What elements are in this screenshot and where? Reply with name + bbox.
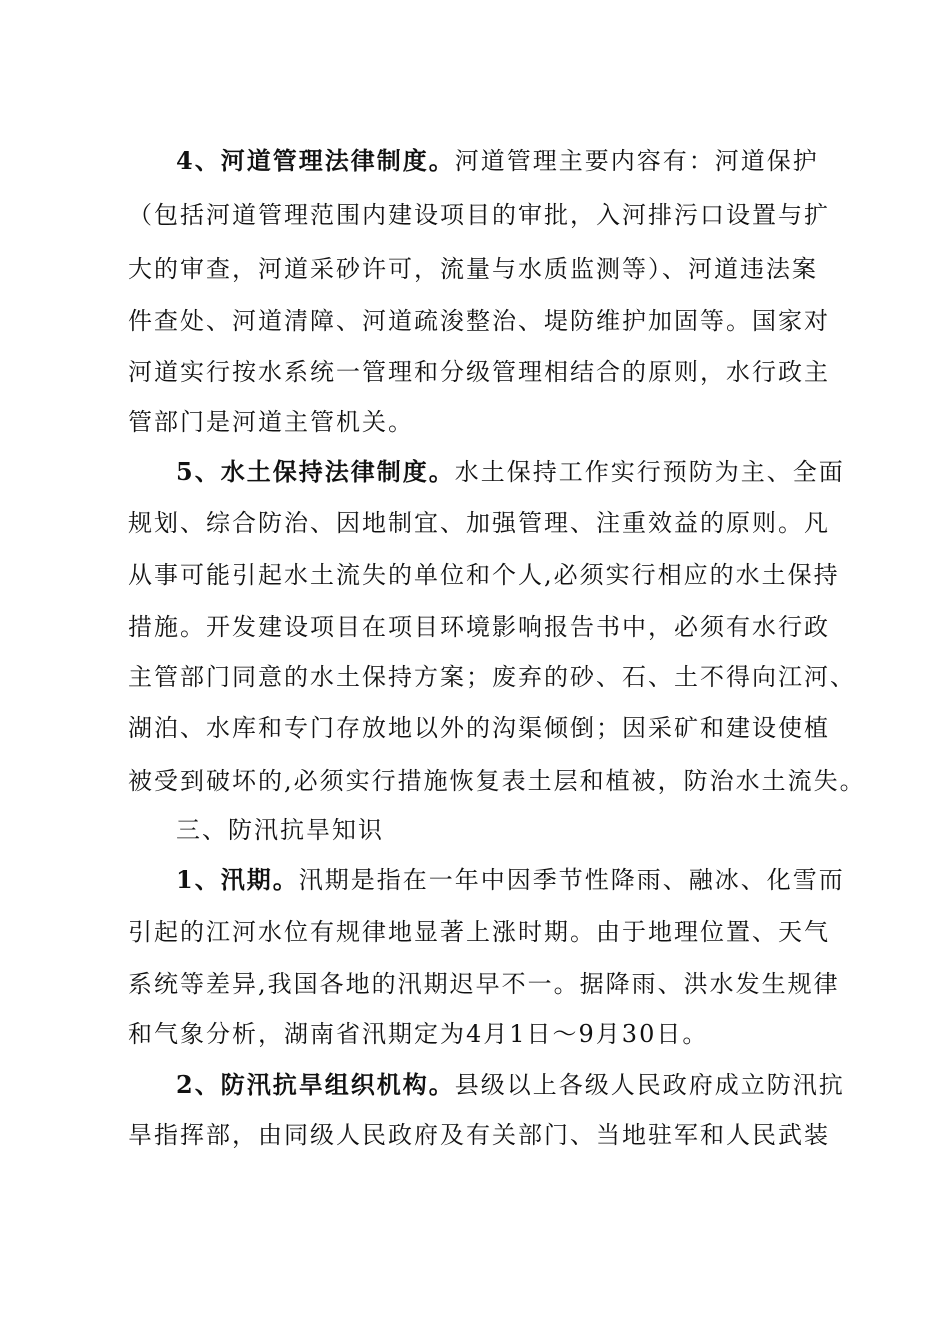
paragraph-4-line-4: 件查处、河道清障、河道疏浚整治、堤防维护加固等。国家对 [128, 307, 830, 335]
paragraph-4-heading: 4、河道管理法律制度。 [176, 146, 455, 175]
section-title: 三、防汛抗旱知识 [176, 816, 384, 844]
paragraph-organization-line-1 [176, 1065, 896, 1105]
paragraph-4-line-6: 管部门是河道主管机关。 [128, 408, 414, 436]
paragraph-organization-text-1: 县级以上各级人民政府成立防汛抗 [454, 1071, 845, 1099]
paragraph-flood-period-line-4: 和气象分析，湖南省汛期定为4月1日～9月30日。 [128, 1020, 709, 1048]
paragraph-5-line-6: 湖泊、水库和专门存放地以外的沟渠倾倒；因采矿和建设使植 [128, 714, 830, 742]
paragraph-flood-period-line-3: 系统等差异,我国各地的汛期迟早不一。据降雨、洪水发生规律 [128, 970, 840, 998]
paragraph-5-heading: 5、水土保持法律制度。 [176, 457, 455, 486]
paragraph-flood-period-text-1: 汛期是指在一年中因季节性降雨、融冰、化雪而 [298, 866, 845, 894]
paragraph-organization-line-2: 旱指挥部，由同级人民政府及有关部门、当地驻军和人民武装 [128, 1121, 830, 1149]
paragraph-flood-period-heading: 1、汛期。 [176, 865, 299, 894]
paragraph-4-line-5: 河道实行按水系统一管理和分级管理相结合的原则，水行政主 [128, 358, 830, 386]
paragraph-5-line-2: 规划、综合防治、因地制宜、加强管理、注重效益的原则。凡 [128, 509, 830, 537]
paragraph-5-line-7: 被受到破坏的,必须实行措施恢复表土层和植被，防治水土流失。 [128, 767, 866, 795]
paragraph-4-line-1 [176, 141, 896, 181]
paragraph-5-text-1: 水土保持工作实行预防为主、全面 [454, 458, 845, 486]
paragraph-4-line-3: 大的审查，河道采砂许可，流量与水质监测等）、河道违法案 [128, 255, 818, 283]
paragraph-5-line-5: 主管部门同意的水土保持方案；废弃的砂、石、土不得向江河、 [128, 663, 856, 691]
paragraph-5-line-4: 措施。开发建设项目在项目环境影响报告书中，必须有水行政 [128, 613, 830, 641]
paragraph-5-line-1 [176, 452, 896, 492]
paragraph-flood-period-line-1 [176, 860, 896, 900]
paragraph-4-text-1: 河道管理主要内容有：河道保护 [454, 147, 819, 175]
paragraph-organization-heading: 2、防汛抗旱组织机构。 [176, 1070, 455, 1099]
paragraph-flood-period-line-2: 引起的江河水位有规律地显著上涨时期。由于地理位置、天气 [128, 918, 830, 946]
paragraph-4-line-2: （包括河道管理范围内建设项目的审批，入河排污口设置与扩 [128, 201, 830, 229]
paragraph-5-line-3: 从事可能引起水土流失的单位和个人,必须实行相应的水土保持 [128, 561, 840, 589]
